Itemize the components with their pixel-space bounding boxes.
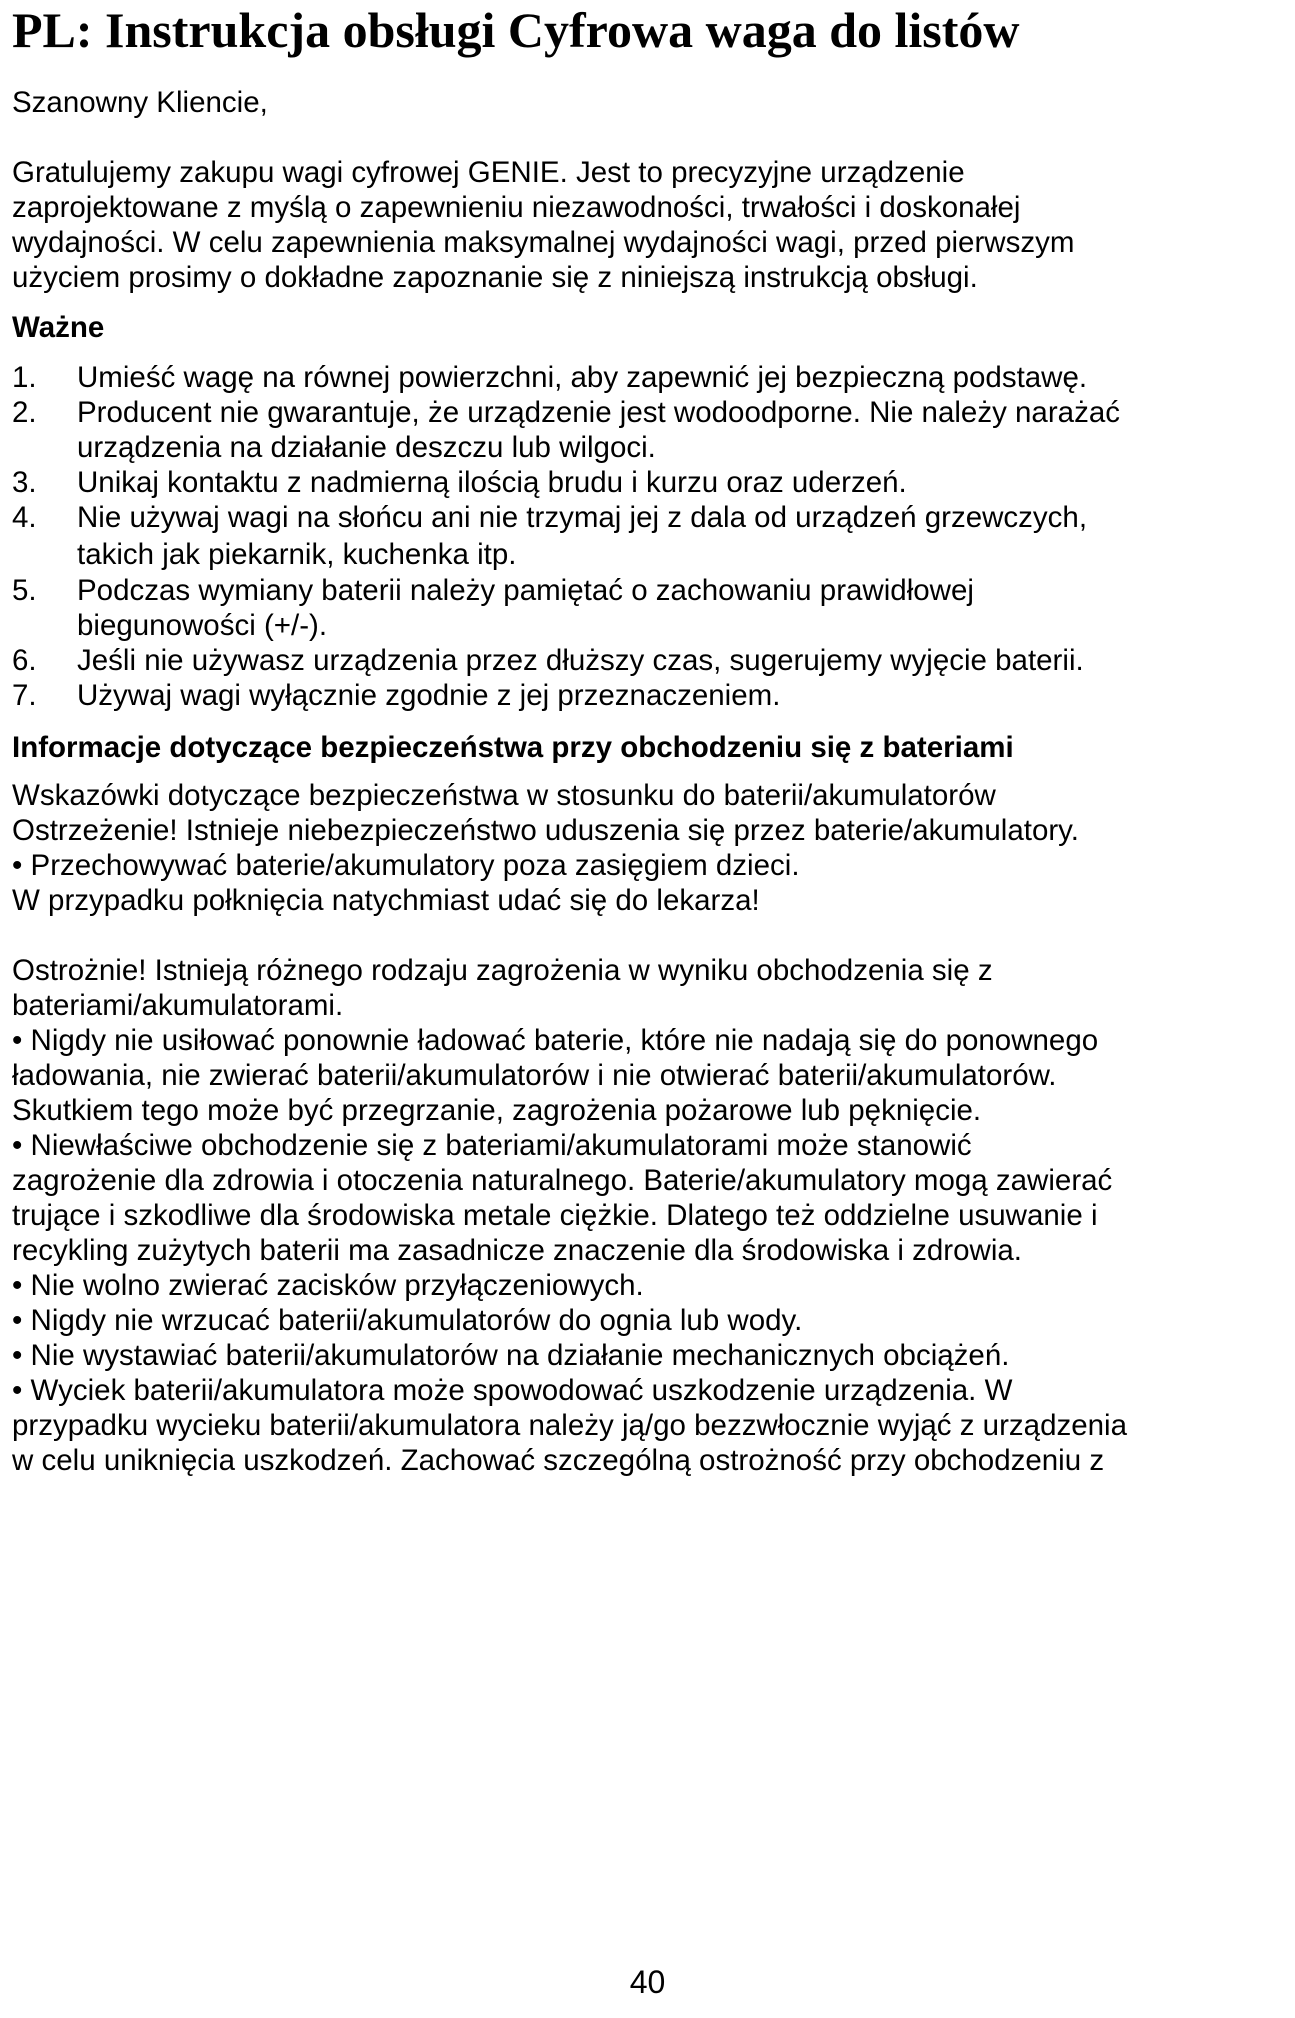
list-item-text: Unikaj kontaktu z nadmierną ilością brudu i kurzu oraz uderzeń. [77, 466, 907, 499]
battery-text-line: recykling zużytych baterii ma zasadnicze znaczenie dla środowiska i zdrowia. [12, 1234, 1023, 1267]
battery-text-line: Ostrożnie! Istnieją różnego rodzaju zagrożenia w wyniku obchodzenia się z [12, 954, 993, 987]
battery-text-line: • Nie wolno zwierać zacisków przyłączeniowych. [12, 1269, 644, 1302]
battery-text-line: Ostrzeżenie! Istnieje niebezpieczeństwo uduszenia się przez baterie/akumulatory. [12, 814, 1079, 847]
battery-text-line: ładowania, nie zwierać baterii/akumulatorów i nie otwierać baterii/akumulatorów. [12, 1059, 1057, 1092]
list-item-number: 6. [12, 644, 37, 677]
list-item-text: Nie używaj wagi na słońcu ani nie trzymaj jej z dala od urządzeń grzewczych, [77, 501, 1088, 534]
page-number: 40 [629, 1964, 666, 2000]
battery-safety-heading: Informacje dotyczące bezpieczeństwa przy obchodzeniu się z bateriami [12, 731, 1014, 764]
battery-text-line: • Przechowywać baterie/akumulatory poza zasięgiem dzieci. [12, 849, 800, 882]
battery-text-line: • Niewłaściwe obchodzenie się z bateriami/akumulatorami może stanowić [12, 1129, 972, 1162]
battery-text-line: w celu uniknięcia uszkodzeń. Zachować szczególną ostrożność przy obchodzeniu z [12, 1444, 1105, 1477]
battery-text-line: Skutkiem tego może być przegrzanie, zagrożenia pożarowe lub pęknięcie. [12, 1094, 982, 1127]
battery-text-line: trujące i szkodliwe dla środowiska metale ciężkie. Dlatego też oddzielne usuwanie i [12, 1199, 1098, 1232]
list-item-text: Producent nie gwarantuje, że urządzenie jest wodoodporne. Nie należy narażać [77, 396, 1120, 429]
list-item-number: 2. [12, 396, 37, 429]
important-heading: Ważne [12, 311, 105, 344]
list-item-text: Używaj wagi wyłącznie zgodnie z jej przeznaczeniem. [77, 679, 781, 712]
page-title: PL: Instrukcja obsługi Cyfrowa waga do listów [12, 2, 1020, 58]
intro-line: Gratulujemy zakupu wagi cyfrowej GENIE. Jest to precyzyjne urządzenie [12, 156, 965, 189]
intro-line: zaprojektowane z myślą o zapewnieniu niezawodności, trwałości i doskonałej [12, 191, 1021, 224]
list-item-number: 4. [12, 501, 37, 534]
battery-text-line: • Nigdy nie usiłować ponownie ładować baterie, które nie nadają się do ponownego [12, 1024, 1099, 1057]
battery-text-line: przypadku wycieku baterii/akumulatora należy ją/go bezzwłocznie wyjąć z urządzenia [12, 1409, 1127, 1442]
battery-text-line: • Nigdy nie wrzucać baterii/akumulatorów do ognia lub wody. [12, 1304, 803, 1337]
battery-text-line: • Wyciek baterii/akumulatora może spowodować uszkodzenie urządzenia. W [12, 1374, 1013, 1407]
list-item-number: 5. [12, 574, 37, 607]
list-item-text: Jeśli nie używasz urządzenia przez dłuższy czas, sugerujemy wyjęcie baterii. [77, 644, 1084, 677]
list-item-text: takich jak piekarnik, kuchenka itp. [77, 538, 517, 571]
battery-text-line: bateriami/akumulatorami. [12, 989, 344, 1022]
battery-text-line: W przypadku połknięcia natychmiast udać się do lekarza! [12, 884, 760, 917]
battery-text-line: zagrożenie dla zdrowia i otoczenia naturalnego. Baterie/akumulatory mogą zawierać [12, 1164, 1113, 1197]
list-item-text: biegunowości (+/-). [77, 609, 328, 642]
list-item-text: Umieść wagę na równej powierzchni, aby zapewnić jej bezpieczną podstawę. [77, 361, 1088, 394]
list-item-number: 3. [12, 466, 37, 499]
list-item-number: 1. [12, 361, 37, 394]
intro-line: wydajności. W celu zapewnienia maksymalnej wydajności wagi, przed pierwszym [12, 226, 1075, 259]
battery-text-line: • Nie wystawiać baterii/akumulatorów na działanie mechanicznych obciążeń. [12, 1339, 1010, 1372]
list-item-text: urządzenia na działanie deszczu lub wilgoci. [77, 431, 656, 464]
list-item-text: Podczas wymiany baterii należy pamiętać o zachowaniu prawidłowej [77, 574, 974, 607]
battery-text-line: Wskazówki dotyczące bezpieczeństwa w stosunku do baterii/akumulatorów [12, 779, 996, 812]
intro-line: użyciem prosimy o dokładne zapoznanie się z niniejszą instrukcją obsługi. [12, 261, 978, 294]
list-item-number: 7. [12, 679, 37, 712]
greeting: Szanowny Kliencie, [12, 86, 268, 119]
